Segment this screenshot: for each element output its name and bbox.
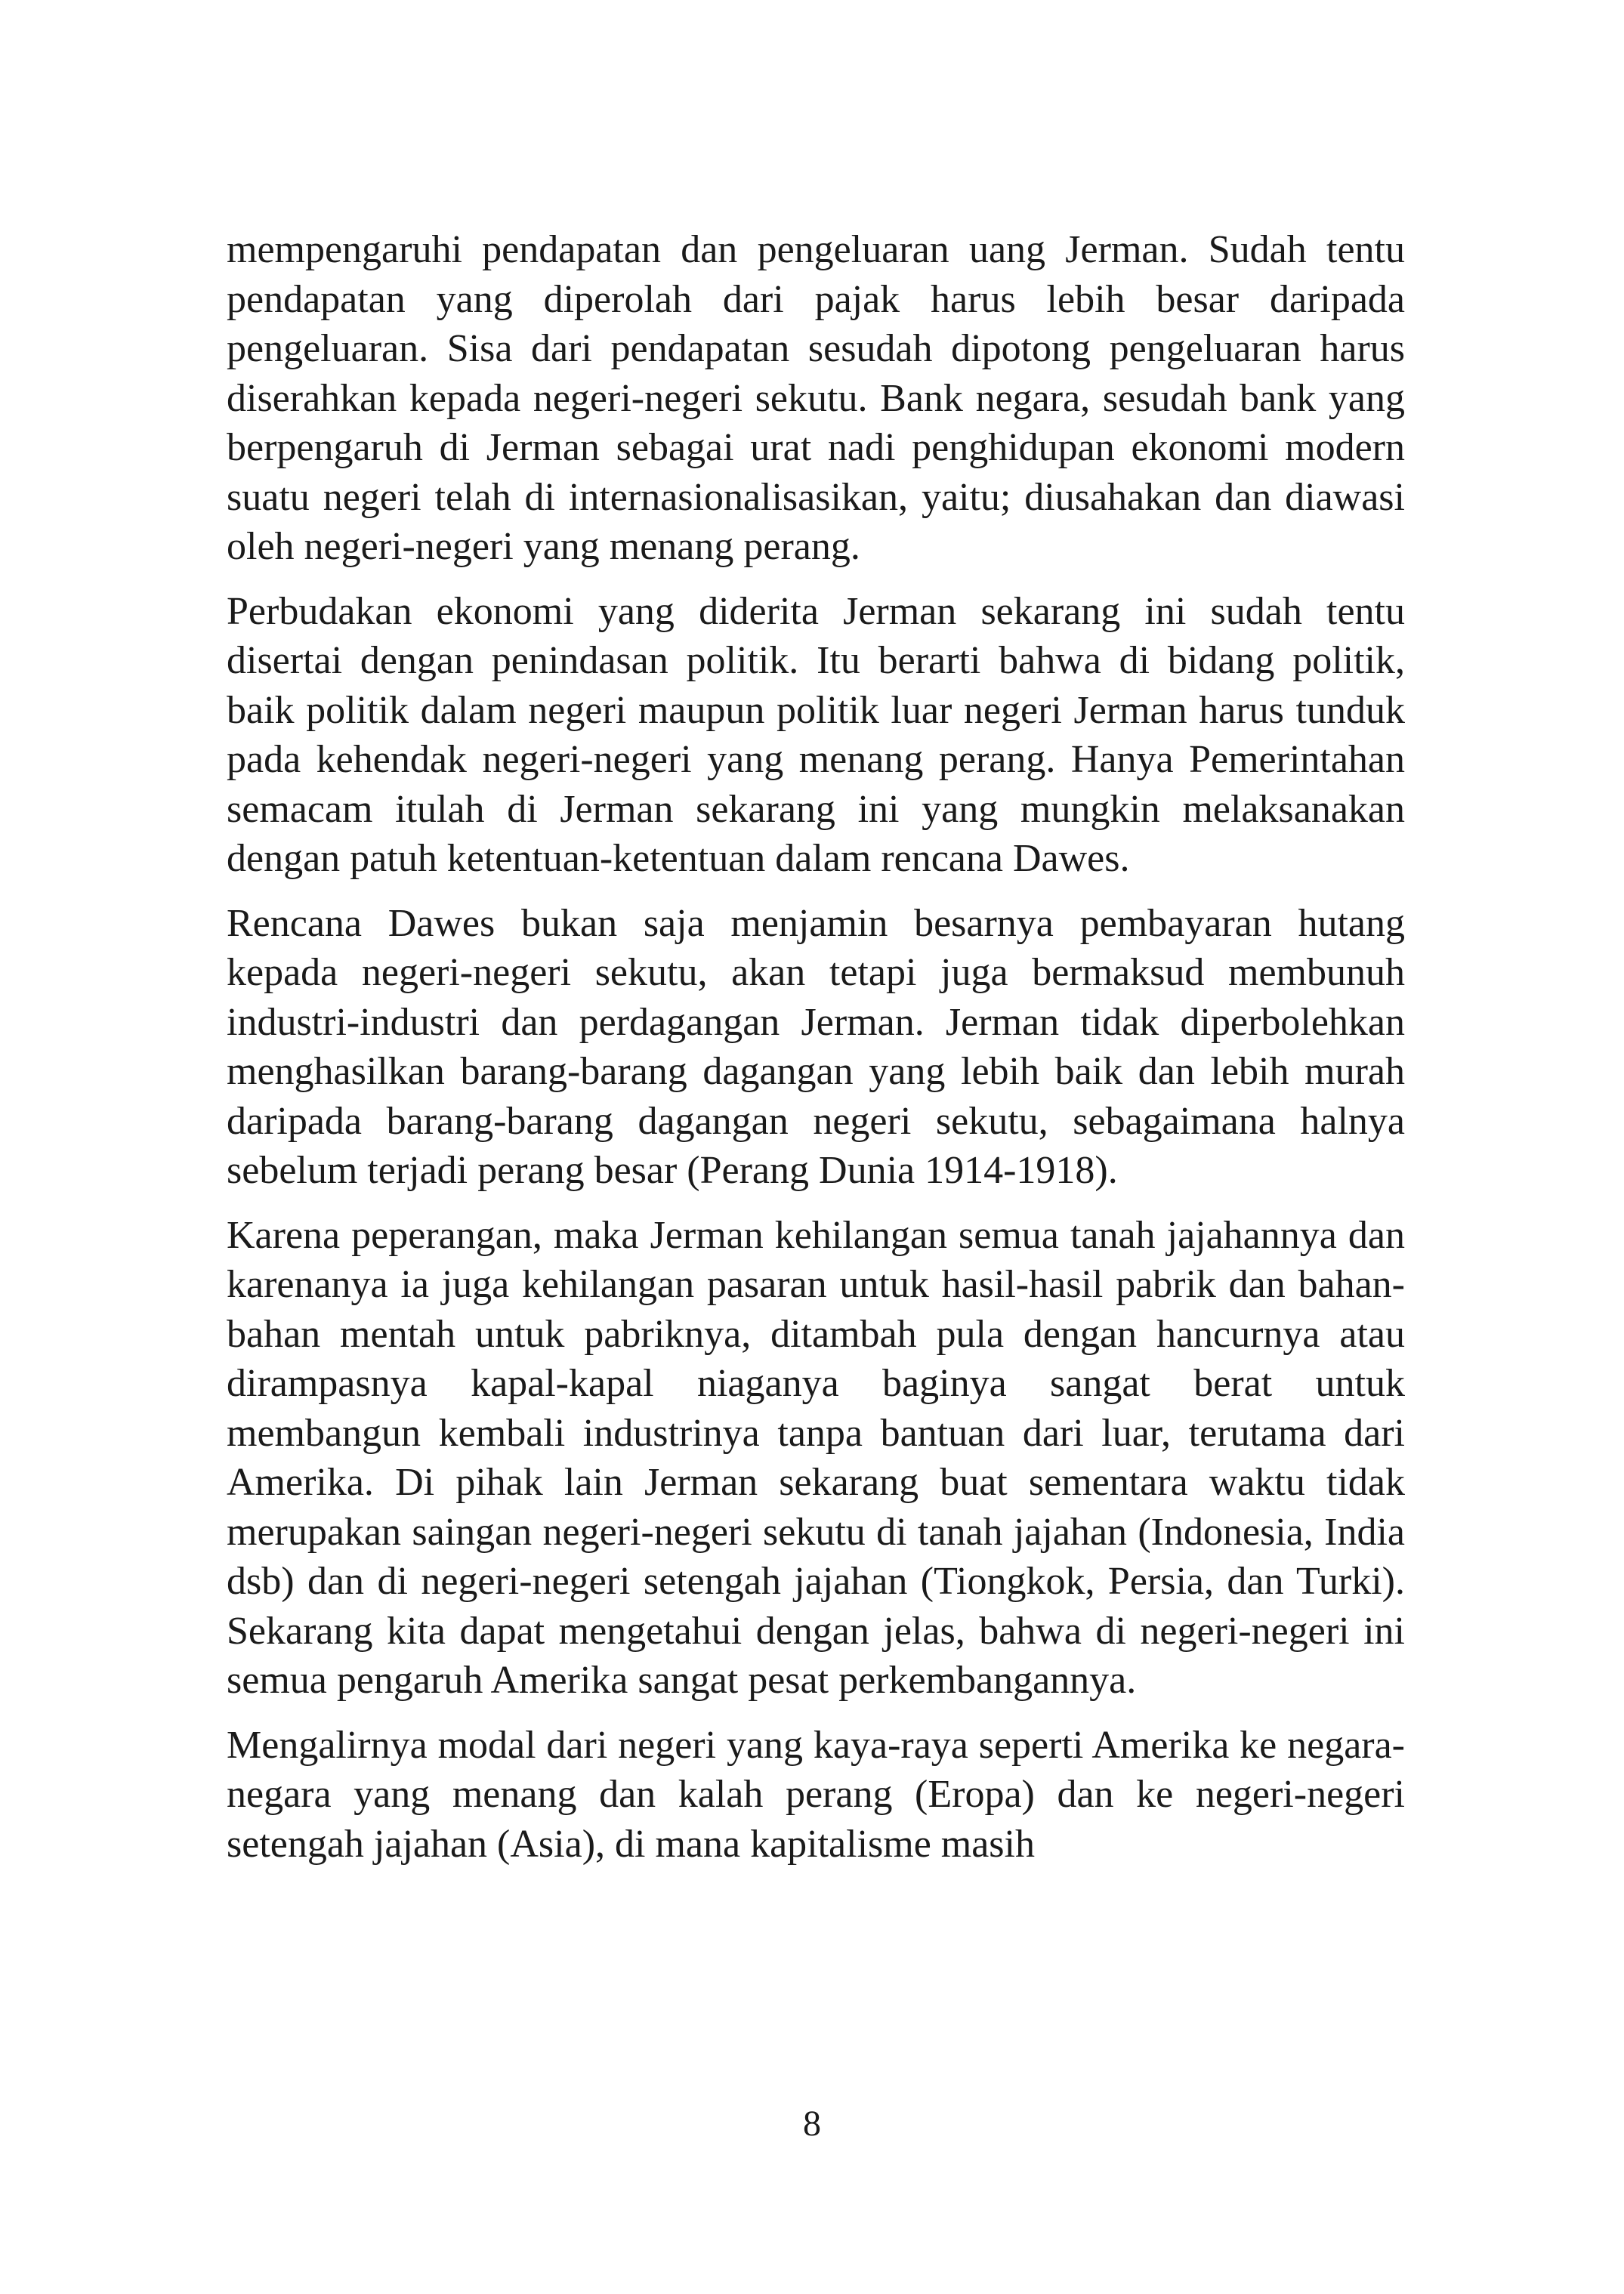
paragraph-4: Karena peperangan, maka Jerman kehilangan semua tanah jajahannya dan karenanya ia juga kehilangan pasaran untuk hasil-hasil pabrik dan bahan-bahan mentah untuk pabriknya, ditambah pula dengan hancurnya atau dirampasnya kapal-kapal niaganya baginya sangat berat untuk membangun kembali industrinya tanpa bantuan dari luar, terutama dari Amerika. Di pihak lain Jerman sekarang buat sementara waktu tidak merupakan saingan negeri-negeri sekutu di tanah jajahan (Indonesia, India dsb) dan di negeri-negeri setengah jajahan (Tiongkok, Persia, dan Turki). Sekarang kita dapat mengetahui dengan jelas, bahwa di negeri-negeri ini semua pengaruh Amerika sangat pesat perkembangannya. [227, 1213, 1405, 1702]
paragraph-5: Mengalirnya modal dari negeri yang kaya-raya seperti Amerika ke negara-negara yang menang dan kalah perang (Eropa) dan ke negeri-negeri setengah jajahan (Asia), di mana kapitalisme masih [227, 1723, 1405, 1866]
paragraph-3: Rencana Dawes bukan saja menjamin besarnya pembayaran hutang kepada negeri-negeri sekutu, akan tetapi juga bermaksud membunuh industri-industri dan perdagangan Jerman. Jerman tidak diperbolehkan menghasilkan barang-barang dagangan yang lebih baik dan lebih murah daripada barang-barang dagangan negeri sekutu, sebagaimana halnya sebelum terjadi perang besar (Perang Dunia 1914-1918). [227, 901, 1405, 1192]
paragraph-2: Perbudakan ekonomi yang diderita Jerman sekarang ini sudah tentu disertai dengan penindasan politik. Itu berarti bahwa di bidang politik, baik politik dalam negeri maupun politik luar negeri Jerman harus tunduk pada kehendak negeri-negeri yang menang perang. Hanya Pemerintahan semacam itulah di Jerman sekarang ini yang mungkin melaksanakan dengan patuh ketentuan-ketentuan dalam rencana Dawes. [227, 589, 1405, 880]
body-text [227, 225, 1405, 1884]
paragraph-1: mempengaruhi pendapatan dan pengeluaran uang Jerman. Sudah tentu pendapatan yang diperolah dari pajak harus lebih besar daripada pengeluaran. Sisa dari pendapatan sesudah dipotong pengeluaran harus diserahkan kepada negeri-negeri sekutu. Bank negara, sesudah bank yang berpengaruh di Jerman sebagai urat nadi penghidupan ekonomi modern suatu negeri telah di internasionalisasikan, yaitu; diusahakan dan diawasi oleh negeri-negeri yang menang perang. [227, 228, 1405, 568]
page-number: 8 [803, 2104, 821, 2144]
